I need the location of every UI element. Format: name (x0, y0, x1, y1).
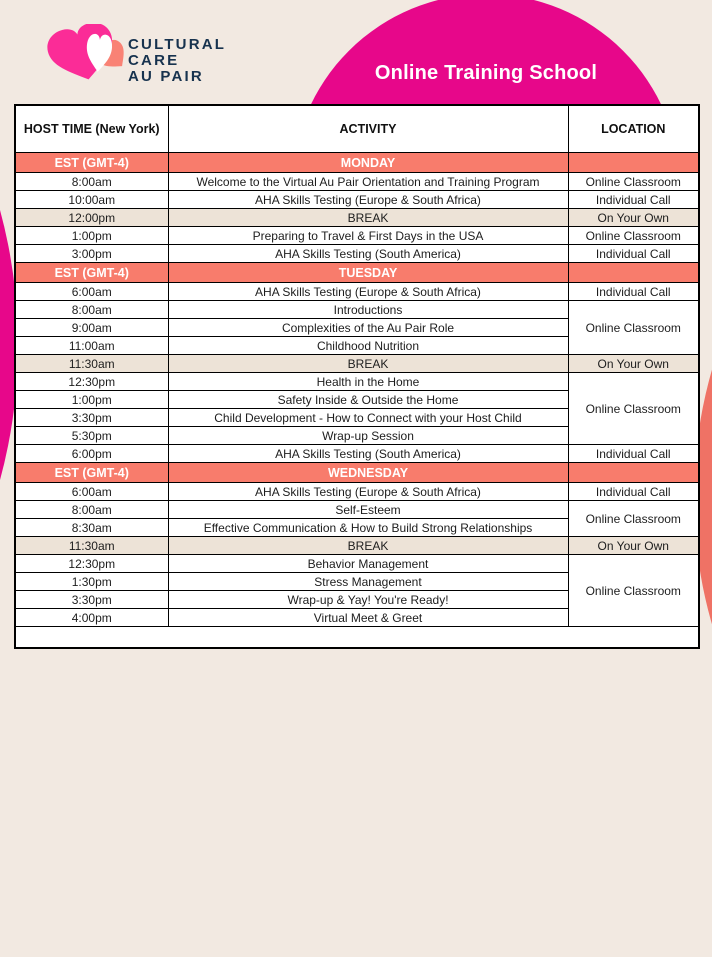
schedule-row (15, 301, 699, 319)
time-cell: 6:00am (15, 283, 168, 301)
activity-cell: Behavior Management (168, 555, 568, 573)
activity-cell: Health in the Home (168, 373, 568, 391)
location-cell: Individual Call (568, 283, 699, 301)
day-name: TUESDAY (168, 263, 568, 283)
timezone-label: EST (GMT-4) (15, 463, 168, 483)
activity-cell: Child Development - How to Connect with your Host Child (168, 409, 568, 427)
location-cell: Individual Call (568, 483, 699, 501)
activity-cell: Wrap-up & Yay! You're Ready! (168, 591, 568, 609)
location-cell: Individual Call (568, 245, 699, 263)
day-empty-cell (568, 153, 699, 173)
time-cell: 1:30pm (15, 573, 168, 591)
schedule-row (15, 245, 699, 263)
timezone-label: EST (GMT-4) (15, 263, 168, 283)
schedule-row (15, 445, 699, 463)
schedule-row (15, 283, 699, 301)
location-cell: On Your Own (568, 537, 699, 555)
hearts-logo (45, 24, 130, 96)
schedule-table-wrapper (14, 104, 700, 649)
time-cell: 8:30am (15, 519, 168, 537)
time-cell: 4:00pm (15, 609, 168, 627)
activity-cell: AHA Skills Testing (Europe & South Africa) (168, 191, 568, 209)
col-header-activity: ACTIVITY (168, 105, 568, 153)
activity-cell: AHA Skills Testing (South America) (168, 245, 568, 263)
location-cell-merged: Online Classroom (568, 301, 699, 355)
time-cell: 3:30pm (15, 591, 168, 609)
schedule-row (15, 227, 699, 245)
logo-wordmark (128, 37, 226, 85)
schedule-row (15, 501, 699, 519)
activity-cell: AHA Skills Testing (Europe & South Africa) (168, 483, 568, 501)
time-cell: 12:30pm (15, 555, 168, 573)
activity-cell: BREAK (168, 209, 568, 227)
activity-cell: AHA Skills Testing (South America) (168, 445, 568, 463)
time-cell: 5:30pm (15, 427, 168, 445)
schedule-row (15, 373, 699, 391)
activity-cell: Preparing to Travel & First Days in the USA (168, 227, 568, 245)
logo-line-2: CARE (128, 52, 180, 69)
location-cell-merged: Online Classroom (568, 555, 699, 627)
time-cell: 8:00am (15, 501, 168, 519)
day-empty-cell (568, 263, 699, 283)
time-cell: 3:30pm (15, 409, 168, 427)
break-row (15, 537, 699, 555)
time-cell: 11:30am (15, 537, 168, 555)
day-row-tuesday (15, 263, 699, 283)
time-cell: 1:00pm (15, 227, 168, 245)
partial-empty-row (15, 627, 699, 649)
empty-cell (15, 627, 699, 649)
time-cell: 11:30am (15, 355, 168, 373)
activity-cell: Effective Communication & How to Build Strong Relationships (168, 519, 568, 537)
time-cell: 6:00am (15, 483, 168, 501)
break-row (15, 355, 699, 373)
timezone-label: EST (GMT-4) (15, 153, 168, 173)
activity-cell: Childhood Nutrition (168, 337, 568, 355)
logo-line-1: CULTURAL (128, 36, 227, 53)
day-row-wednesday (15, 463, 699, 483)
time-cell: 12:30pm (15, 373, 168, 391)
activity-cell: Virtual Meet & Greet (168, 609, 568, 627)
banner-title: Online Training School (374, 62, 598, 84)
activity-cell: Self-Esteem (168, 501, 568, 519)
schedule-row (15, 555, 699, 573)
activity-cell: Complexities of the Au Pair Role (168, 319, 568, 337)
activity-cell: Safety Inside & Outside the Home (168, 391, 568, 409)
activity-cell: Welcome to the Virtual Au Pair Orientation and Training Program (168, 173, 568, 191)
location-cell: Individual Call (568, 191, 699, 209)
location-cell-merged: Online Classroom (568, 373, 699, 445)
location-cell-merged: Online Classroom (568, 501, 699, 537)
activity-cell: Stress Management (168, 573, 568, 591)
time-cell: 9:00am (15, 319, 168, 337)
time-cell: 1:00pm (15, 391, 168, 409)
time-cell: 8:00am (15, 301, 168, 319)
time-cell: 11:00am (15, 337, 168, 355)
col-header-host-time: HOST TIME (New York) (15, 105, 168, 153)
time-cell: 10:00am (15, 191, 168, 209)
break-row (15, 209, 699, 227)
activity-cell: Wrap-up Session (168, 427, 568, 445)
day-empty-cell (568, 463, 699, 483)
location-cell: On Your Own (568, 355, 699, 373)
activity-cell: BREAK (168, 537, 568, 555)
table-header-row (15, 105, 699, 153)
day-name: MONDAY (168, 153, 568, 173)
day-name: WEDNESDAY (168, 463, 568, 483)
logo-line-3: AU PAIR (128, 68, 204, 85)
schedule-row (15, 191, 699, 209)
time-cell: 6:00pm (15, 445, 168, 463)
activity-cell: Introductions (168, 301, 568, 319)
activity-cell: AHA Skills Testing (Europe & South Africa) (168, 283, 568, 301)
schedule-row (15, 483, 699, 501)
location-cell: Online Classroom (568, 227, 699, 245)
time-cell: 8:00am (15, 173, 168, 191)
activity-cell: BREAK (168, 355, 568, 373)
location-cell: Online Classroom (568, 173, 699, 191)
schedule-table (14, 104, 700, 649)
time-cell: 3:00pm (15, 245, 168, 263)
day-row-monday (15, 153, 699, 173)
location-cell: Individual Call (568, 445, 699, 463)
location-cell: On Your Own (568, 209, 699, 227)
schedule-row (15, 173, 699, 191)
col-header-location: LOCATION (568, 105, 699, 153)
time-cell: 12:00pm (15, 209, 168, 227)
